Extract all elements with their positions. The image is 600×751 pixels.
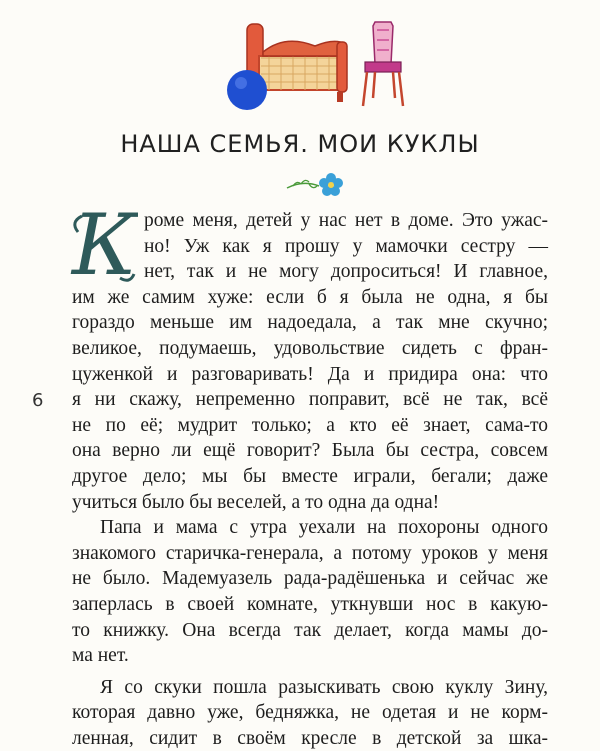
flower-ornament-icon bbox=[283, 170, 353, 200]
text-line: я ни скажу, непременно поправит, всё не так, всё bbox=[72, 389, 548, 411]
page-number: 6 bbox=[32, 390, 44, 411]
ball-icon bbox=[227, 70, 267, 110]
text-line: знакомого старичка-генерала, а потому уроков у меня bbox=[72, 542, 548, 564]
text-line: которая давно уже, бедняжка, не одетая и не корм- bbox=[72, 702, 548, 724]
text-line: но! Уж как я прошу у мамочки сестру — bbox=[144, 235, 548, 257]
chapter-title: НАША СЕМЬЯ. МОИ КУКЛЫ bbox=[120, 130, 480, 158]
text-line: гораздо меньше им надоедала, а так мне скучно; bbox=[72, 312, 548, 334]
text-line: роме меня, детей у нас нет в доме. Это ужас- bbox=[144, 210, 548, 231]
text-line: им же самим хуже: если б я была не одна, я бы bbox=[72, 286, 548, 308]
text-line: ма нет. bbox=[72, 645, 129, 667]
text-line: великое, подумаешь, удовольствие сидеть с фран- bbox=[72, 337, 548, 359]
text-line: цуженкой и разговаривать! Да и придира она: что bbox=[72, 363, 548, 385]
chair-icon bbox=[363, 22, 403, 106]
text-line: другое дело; мы бы вместе играли, бегали; даже bbox=[72, 465, 548, 487]
furniture-illustration bbox=[225, 12, 415, 112]
text-line: заперлась в своей комнате, уткнувши нос в какую- bbox=[72, 593, 548, 615]
body-text bbox=[72, 202, 548, 751]
svg-text:К: К bbox=[72, 202, 138, 286]
text-line: то книжку. Она всегда так делает, когда мамы до- bbox=[72, 619, 548, 641]
text-line: учиться было бы веселей, а то одна да одна! bbox=[72, 491, 440, 513]
dropcap-letter bbox=[70, 202, 138, 286]
text-line: не было. Мадемуазель рада-радёшенька и сейчас же bbox=[72, 568, 548, 590]
text-line: нет, так и не могу допроситься! И главное, bbox=[144, 261, 548, 283]
text-line: ленная, сидит в своём кресле в детской за шка- bbox=[72, 727, 548, 749]
text-line: не по её; мудрит только; а кто её знает, сама-то bbox=[72, 414, 548, 436]
text-line: Папа и мама с утра уехали на похороны одного bbox=[100, 517, 548, 539]
paragraph-3 bbox=[72, 675, 548, 751]
paragraph-2 bbox=[72, 515, 548, 669]
paragraph-1 bbox=[72, 208, 548, 515]
text-line: Я со скуки пошла разыскивать свою куклу Зину, bbox=[100, 676, 548, 698]
text-line: она верно ли ещё говорит? Была бы сестра, совсем bbox=[72, 440, 548, 462]
